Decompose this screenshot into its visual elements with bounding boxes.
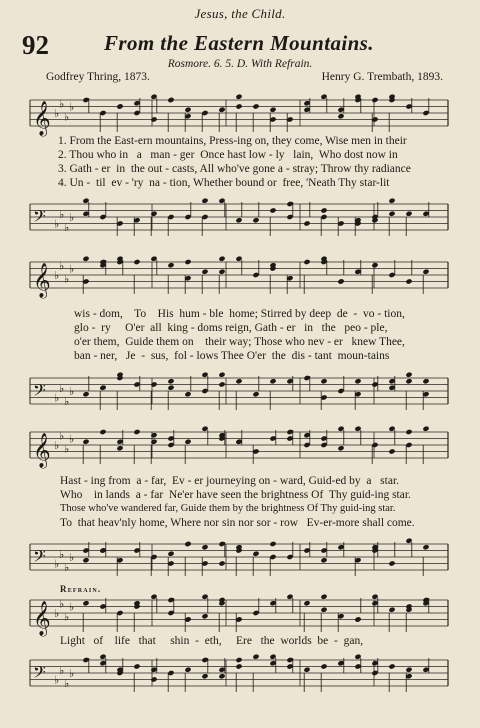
svg-text:♭: ♭ xyxy=(64,560,70,574)
svg-text:♭: ♭ xyxy=(69,262,75,276)
verse-2-line-3: Who in lands a - far Ne'er have seen the brightness Of Thy guid-ing star. xyxy=(60,489,411,501)
tune-name: Rosmore. 6. 5. D. With Refrain. xyxy=(167,58,313,70)
treble-staff-system-4 xyxy=(30,592,450,640)
svg-text:𝄢: 𝄢 xyxy=(33,379,46,404)
lyricist-credit: Godfrey Thring, 1873. xyxy=(46,71,150,83)
svg-text:♭: ♭ xyxy=(64,110,70,124)
svg-text:♭: ♭ xyxy=(59,259,65,273)
verse-4-line-1: 4. Un - til ev - 'ry na - tion, Whether bound or free, 'Neath Thy star-lit xyxy=(58,177,390,189)
treble-staff-system-1 xyxy=(30,92,450,140)
verse-3-line-2: o'er them, Guide them on their way; Those who nev - er knew Thee, xyxy=(74,336,405,348)
svg-text:♭: ♭ xyxy=(69,211,75,224)
refrain-label: Refrain. xyxy=(60,584,102,594)
svg-text:♭: ♭ xyxy=(59,429,65,443)
refrain-line-1: Light of life that shin - eth, Ere the worlds be - gan, xyxy=(60,635,364,647)
treble-staff-system-2 xyxy=(30,254,450,302)
svg-text:𝄢: 𝄢 xyxy=(33,205,46,230)
hymn-title: From the Eastern Mountains. xyxy=(104,31,374,55)
svg-text:♭: ♭ xyxy=(59,597,65,611)
svg-text:𝄢: 𝄢 xyxy=(33,545,46,570)
verse-2-line-1: 2. Thou who in a man - ger Once hast low - ly lain, Who dost now in xyxy=(58,149,398,161)
svg-text:♭: ♭ xyxy=(54,391,60,405)
svg-text:♭: ♭ xyxy=(54,269,60,282)
svg-text:♭: ♭ xyxy=(64,442,70,456)
verse-1-line-1: 1. From the East-ern mountains, Press-ing on, they come, Wise men in their xyxy=(58,135,407,147)
bass-staff-system-3 xyxy=(30,536,450,584)
bass-staff-system-2 xyxy=(30,370,450,418)
svg-text:♭: ♭ xyxy=(69,600,75,614)
svg-text:♭: ♭ xyxy=(59,547,65,561)
svg-text:♭: ♭ xyxy=(69,667,75,680)
svg-text:𝄞: 𝄞 xyxy=(33,432,51,468)
svg-text:♭: ♭ xyxy=(69,100,75,114)
svg-text:♭: ♭ xyxy=(59,97,65,111)
bass-staff-system-4 xyxy=(30,652,450,700)
verse-1-line-2: wis - dom, To His hum - ble home; Stirred by deep de - vo - tion, xyxy=(74,308,405,320)
treble-staff-system-3 xyxy=(30,424,450,472)
verse-4-line-2: ban - ner, Je - sus, fol - lows Thee O'er the dis - tant moun-tains xyxy=(74,350,390,362)
svg-text:♭: ♭ xyxy=(54,557,60,571)
svg-text:𝄞: 𝄞 xyxy=(33,600,51,636)
verse-3-line-3: Those who've wandered far, Guide them by the brightness Of Thy guid-ing star. xyxy=(60,503,396,514)
svg-text:𝄢: 𝄢 xyxy=(33,661,46,686)
svg-text:♭: ♭ xyxy=(64,610,70,624)
svg-text:♭: ♭ xyxy=(59,663,65,677)
svg-text:♭: ♭ xyxy=(54,217,60,231)
svg-text:♭: ♭ xyxy=(59,381,65,395)
svg-text:♭: ♭ xyxy=(64,676,70,690)
svg-text:♭: ♭ xyxy=(64,394,70,408)
svg-text:𝄞: 𝄞 xyxy=(33,262,51,298)
verse-4-line-3: To that heav'nly home, Where nor sin nor sor - row Ev-er-more shall come. xyxy=(60,517,415,529)
svg-text:𝄞: 𝄞 xyxy=(33,100,51,136)
svg-text:♭: ♭ xyxy=(54,107,60,120)
svg-text:♭: ♭ xyxy=(69,551,75,564)
verse-2-line-2: glo - ry O'er all king - doms reign, Gath - er in the peo - ple, xyxy=(74,322,388,334)
svg-text:♭: ♭ xyxy=(64,220,70,234)
composer-credit: Henry G. Trembath, 1893. xyxy=(321,71,443,83)
svg-text:♭: ♭ xyxy=(54,439,60,452)
svg-text:♭: ♭ xyxy=(54,673,60,687)
svg-text:♭: ♭ xyxy=(64,272,70,286)
running-title: Jesus, the Child. xyxy=(194,6,286,21)
svg-text:♭: ♭ xyxy=(69,385,75,398)
verse-3-line-1: 3. Gath - er in the out - casts, All who've gone a - stray; Throw thy radiance xyxy=(58,163,411,175)
svg-text:♭: ♭ xyxy=(69,432,75,446)
hymn-number: 92 xyxy=(22,30,49,60)
bass-staff-system-1 xyxy=(30,196,450,244)
svg-text:♭: ♭ xyxy=(59,207,65,221)
verse-1-line-3: Hast - ing from a - far, Ev - er journeying on - ward, Guid-ed by a star. xyxy=(60,475,400,487)
svg-text:♭: ♭ xyxy=(54,607,60,620)
